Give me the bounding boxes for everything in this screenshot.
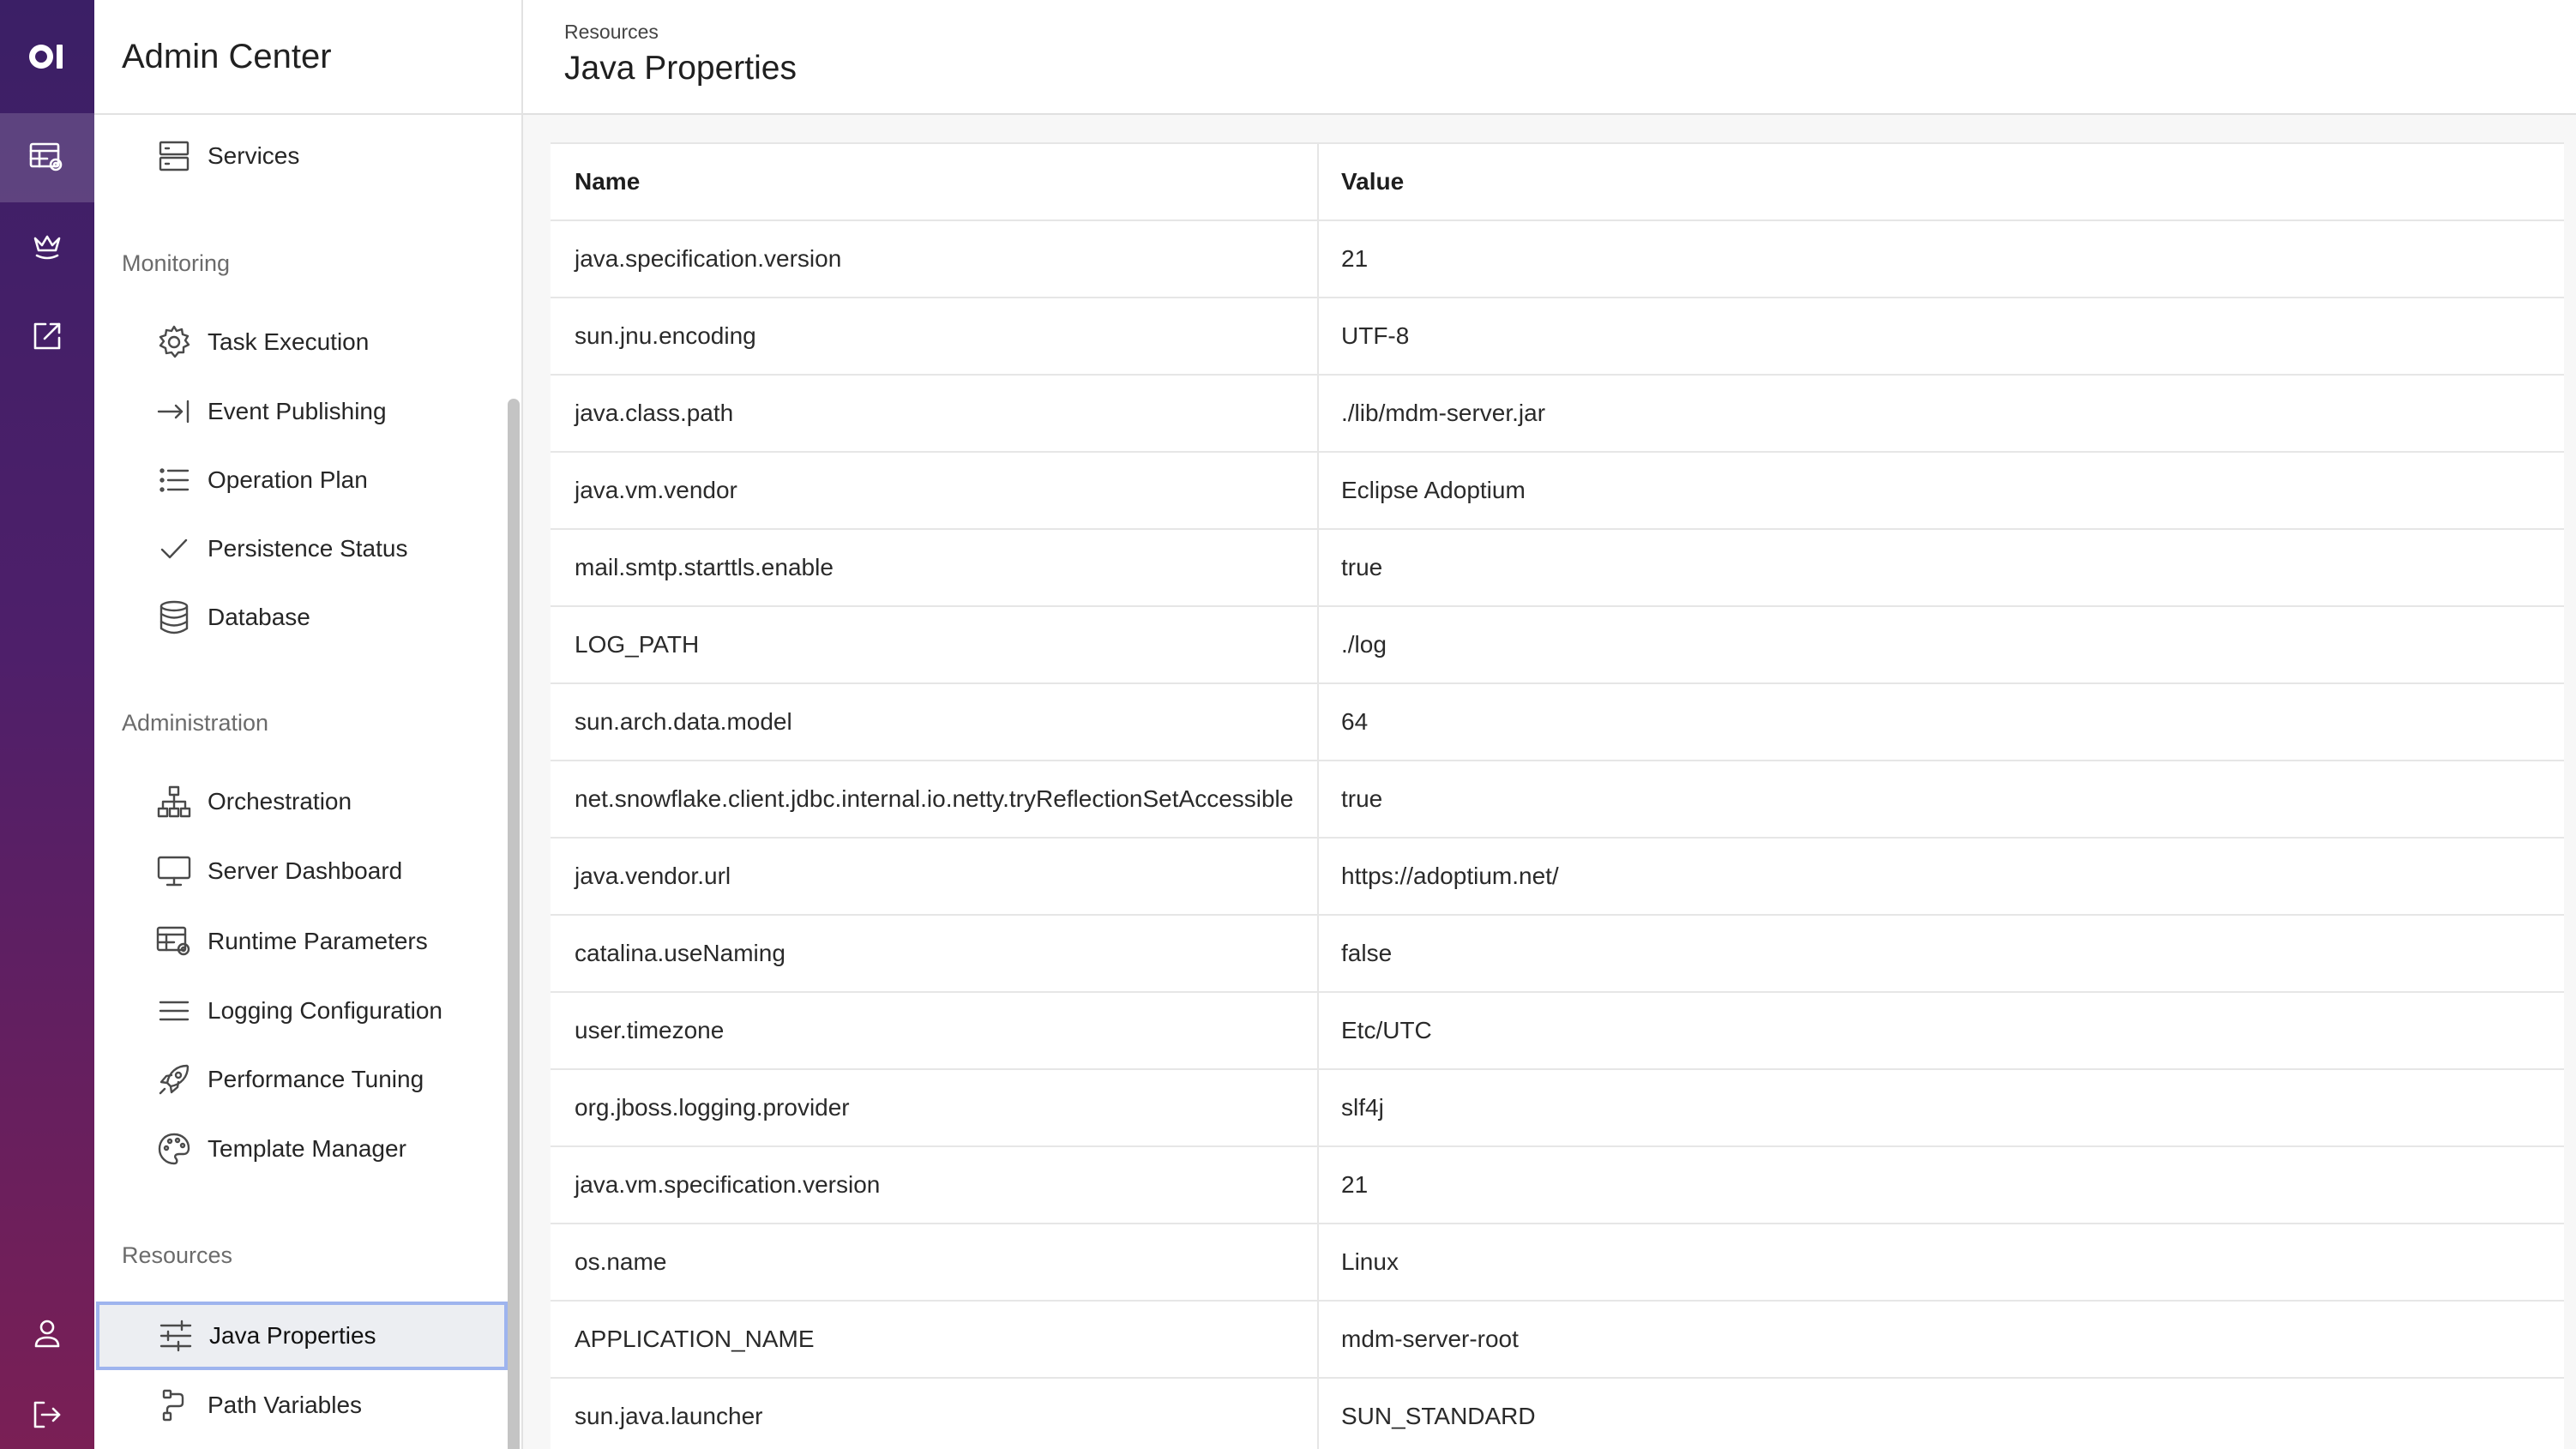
- property-name-cell: sun.arch.data.model: [551, 684, 1319, 760]
- app-logo[interactable]: [0, 0, 94, 113]
- property-value-cell: 21: [1341, 245, 1369, 272]
- table-row[interactable]: [551, 298, 2564, 376]
- sidebar-item-label: Runtime Parameters: [208, 928, 428, 954]
- table-row[interactable]: [551, 684, 2564, 761]
- property-value-cell: true: [1341, 554, 1383, 580]
- property-name-cell: mail.smtp.starttls.enable: [551, 530, 1319, 605]
- rail-external-button[interactable]: [0, 292, 94, 381]
- list-icon: [154, 460, 194, 500]
- table-row[interactable]: [551, 376, 2564, 453]
- table-row[interactable]: [551, 1302, 2564, 1379]
- property-name-cell: java.vm.vendor: [551, 453, 1319, 528]
- sidebar-item-services[interactable]: [94, 123, 506, 189]
- sidebar-item-label: Event Publishing: [208, 398, 387, 424]
- grid-gear-icon: [154, 922, 194, 961]
- property-name-cell: sun.java.launcher: [551, 1379, 1319, 1449]
- sidebar-item-operation-plan[interactable]: [94, 448, 506, 513]
- property-name-cell: org.jboss.logging.provider: [551, 1070, 1319, 1145]
- rail-logout-button[interactable]: [0, 1380, 94, 1449]
- properties-table: [551, 142, 2564, 1449]
- property-name-cell: LOG_PATH: [551, 607, 1319, 682]
- property-name-cell: java.specification.version: [551, 221, 1319, 297]
- sidebar-item-label: Services: [208, 142, 300, 169]
- sidebar-scrollbar[interactable]: [508, 399, 520, 1449]
- gear-icon: [154, 322, 194, 362]
- property-value-cell: Etc/UTC: [1341, 1017, 1432, 1043]
- section-resources: Resources: [122, 1242, 233, 1268]
- property-value-cell: SUN_STANDARD: [1341, 1403, 1536, 1429]
- user-icon: [32, 1317, 63, 1351]
- main-content: [523, 0, 2576, 1449]
- property-name-cell: user.timezone: [551, 993, 1319, 1068]
- property-value-cell: UTF-8: [1341, 322, 1410, 349]
- sidebar-item-database[interactable]: [94, 585, 506, 650]
- column-header-value[interactable]: Value: [1341, 168, 1405, 195]
- page-title: Java Properties: [564, 50, 797, 87]
- sidebar-item-template-manager[interactable]: [94, 1116, 506, 1181]
- sidebar-item-task-execution[interactable]: [94, 310, 506, 375]
- property-value-cell: Linux: [1341, 1248, 1399, 1275]
- sidebar-item-persistence-status[interactable]: [94, 516, 506, 581]
- sidebar-item-orchestration[interactable]: [94, 769, 506, 834]
- property-name-cell: net.snowflake.client.jdbc.internal.io.netty.tryReflectionSetAccessible: [551, 761, 1319, 837]
- sidebar-item-java-properties[interactable]: [96, 1302, 508, 1370]
- server-icon: [154, 136, 194, 176]
- app-title: Admin Center: [122, 37, 332, 75]
- runtime-grid-gear-icon: [28, 141, 66, 175]
- logout-icon: [30, 1398, 64, 1432]
- sidebar-item-label: Task Execution: [208, 328, 370, 355]
- sidebar-item-server-dashboard[interactable]: [94, 839, 506, 904]
- table-row[interactable]: [551, 916, 2564, 993]
- sidebar-item-label: Path Variables: [208, 1392, 363, 1418]
- table-row[interactable]: [551, 221, 2564, 298]
- page-header: [523, 0, 2576, 115]
- sidebar-item-label: Logging Configuration: [208, 997, 442, 1024]
- table-row[interactable]: [551, 839, 2564, 916]
- property-value-cell: slf4j: [1341, 1094, 1384, 1121]
- menu-lines-icon: [154, 991, 194, 1031]
- property-name-cell: os.name: [551, 1224, 1319, 1300]
- arrow-to-bar-icon: [154, 392, 194, 431]
- external-link-icon: [30, 319, 64, 353]
- property-value-cell: mdm-server-root: [1341, 1326, 1519, 1352]
- table-header-row: [551, 144, 2564, 221]
- sidebar-item-label: Performance Tuning: [208, 1066, 424, 1092]
- palette-icon: [154, 1129, 194, 1169]
- property-name-cell: java.vendor.url: [551, 839, 1319, 914]
- sitemap-icon: [154, 782, 194, 821]
- sidebar-item-logging-configuration[interactable]: [94, 978, 506, 1043]
- table-row[interactable]: [551, 1070, 2564, 1147]
- crown-icon: [30, 231, 64, 262]
- property-value-cell: true: [1341, 785, 1383, 812]
- property-value-cell: 21: [1341, 1171, 1369, 1198]
- table-row[interactable]: [551, 1224, 2564, 1302]
- sidebar-item-label: Template Manager: [208, 1135, 406, 1162]
- property-value-cell: ./lib/mdm-server.jar: [1341, 400, 1546, 426]
- breadcrumb[interactable]: Resources: [564, 21, 659, 43]
- sidebar-item-label: Java Properties: [209, 1322, 376, 1349]
- property-value-cell: ./log: [1341, 631, 1387, 658]
- rail-user-button[interactable]: [0, 1290, 94, 1379]
- table-row[interactable]: [551, 993, 2564, 1070]
- app-rail: [0, 0, 94, 1449]
- property-name-cell: sun.jnu.encoding: [551, 298, 1319, 374]
- oi-logo-icon: [28, 42, 66, 71]
- property-value-cell: false: [1341, 940, 1393, 966]
- column-header-name[interactable]: Name: [551, 144, 1319, 219]
- property-name-cell: APPLICATION_NAME: [551, 1302, 1319, 1377]
- section-administration: Administration: [122, 710, 269, 736]
- sidebar-item-label: Server Dashboard: [208, 857, 403, 884]
- property-name-cell: java.class.path: [551, 376, 1319, 451]
- sidebar-item-label: Database: [208, 604, 310, 630]
- sliders-icon: [156, 1316, 196, 1356]
- table-row[interactable]: [551, 530, 2564, 607]
- sidebar-item-label: Orchestration: [208, 788, 352, 815]
- sidebar-item-runtime-parameters[interactable]: [94, 909, 506, 974]
- sidebar: [94, 0, 523, 1449]
- sidebar-header: [94, 0, 521, 115]
- table-row[interactable]: [551, 453, 2564, 530]
- database-icon: [154, 598, 194, 637]
- check-icon: [154, 529, 194, 568]
- sidebar-item-event-publishing[interactable]: [94, 379, 506, 444]
- table-row[interactable]: [551, 1147, 2564, 1224]
- path-icon: [154, 1386, 194, 1425]
- table-row[interactable]: [551, 1379, 2564, 1449]
- property-name-cell: catalina.useNaming: [551, 916, 1319, 991]
- monitor-icon: [154, 851, 194, 891]
- property-value-cell: 64: [1341, 708, 1369, 735]
- property-value-cell: https://adoptium.net/: [1341, 863, 1559, 889]
- property-value-cell: Eclipse Adoptium: [1341, 477, 1526, 503]
- rocket-icon: [154, 1060, 194, 1099]
- sidebar-item-label: Operation Plan: [208, 466, 368, 493]
- rail-crown-button[interactable]: [0, 202, 94, 292]
- table-row[interactable]: [551, 761, 2564, 839]
- sidebar-item-path-variables[interactable]: [94, 1373, 506, 1438]
- rail-runtime-button[interactable]: [0, 113, 94, 202]
- property-name-cell: java.vm.specification.version: [551, 1147, 1319, 1223]
- sidebar-item-performance-tuning[interactable]: [94, 1047, 506, 1112]
- table-row[interactable]: [551, 607, 2564, 684]
- sidebar-item-label: Persistence Status: [208, 535, 408, 562]
- section-monitoring: Monitoring: [122, 250, 231, 276]
